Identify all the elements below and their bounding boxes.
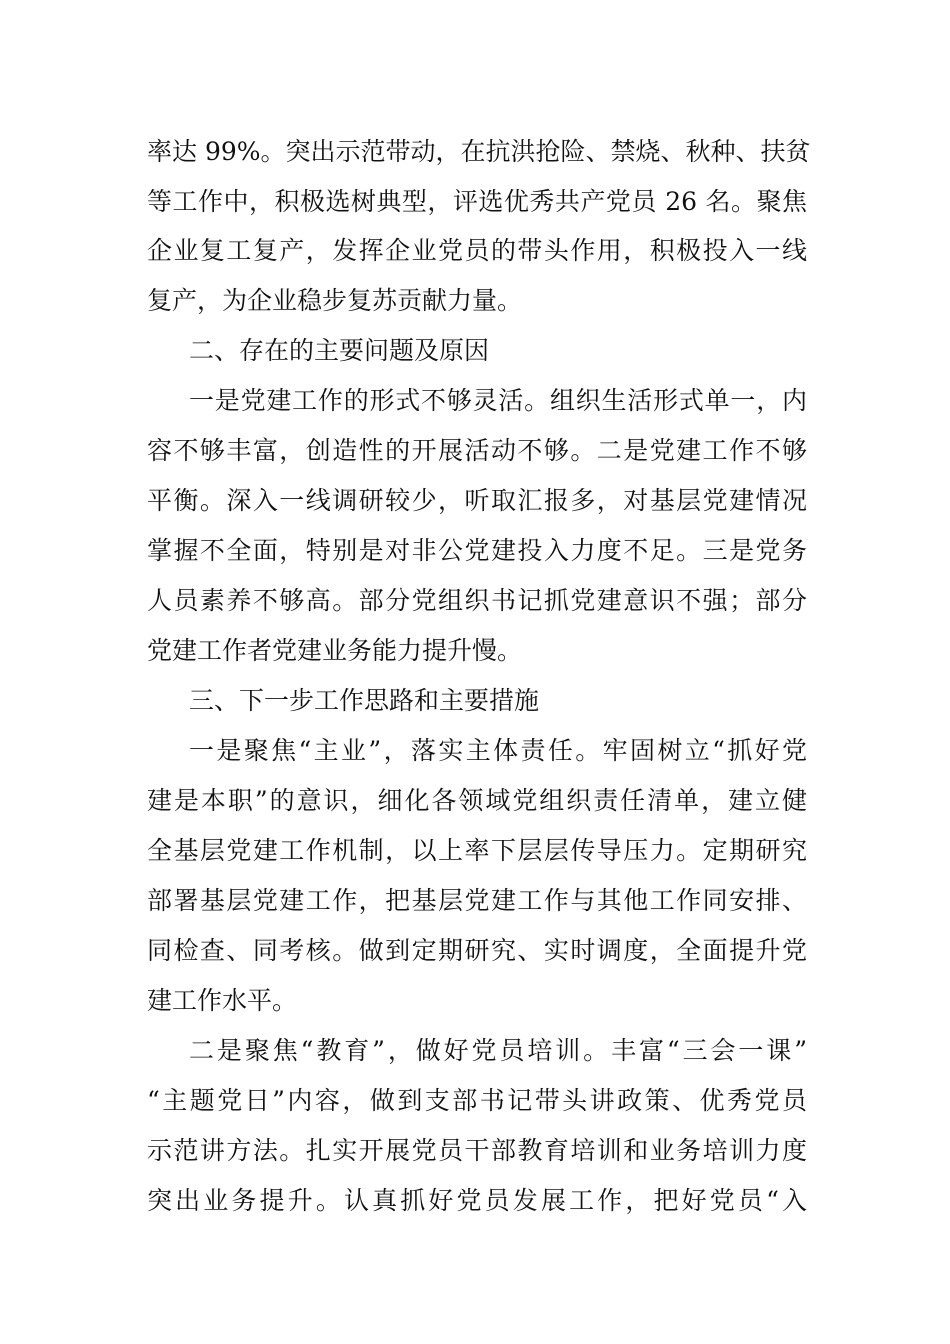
text-line: 平衡。深入一线调研较少，听取汇报多，对基层党建情况 (147, 486, 807, 515)
text-line: 一是党建工作的形式不够灵活。组织生活形式单一，内 (189, 386, 807, 415)
text-line: 复产，为企业稳步复苏贡献力量。 (147, 286, 523, 315)
text-line: 全基层党建工作机制，以上率下层层传导压力。定期研究 (147, 836, 807, 865)
text-line: 部署基层党建工作，把基层党建工作与其他工作同安排、 (147, 886, 807, 915)
text-line: 突出业务提升。认真抓好党员发展工作，把好党员“入 (147, 1186, 807, 1215)
section-heading: 三、下一步工作思路和主要措施 (189, 686, 540, 715)
text-line: “主题党日”内容，做到支部书记带头讲政策、优秀党员 (147, 1086, 807, 1115)
text-line: 掌握不全面，特别是对非公党建投入力度不足。三是党务 (147, 536, 807, 565)
section-heading: 二、存在的主要问题及原因 (189, 336, 490, 365)
text-line: 率达 99%。突出示范带动，在抗洪抢险、禁烧、秋种、扶贫 (147, 137, 811, 166)
text-line: 建是本职”的意识，细化各领域党组织责任清单，建立健 (147, 786, 807, 815)
text-line: 建工作水平。 (147, 986, 298, 1015)
text-line: 企业复工复产，发挥企业党员的带头作用，积极投入一线 (147, 236, 807, 265)
text-line: 党建工作者党建业务能力提升慢。 (147, 636, 523, 665)
text-line: 人员素养不够高。部分党组织书记抓党建意识不强；部分 (147, 586, 807, 615)
text-line: 示范讲方法。扎实开展党员干部教育培训和业务培训力度 (147, 1136, 807, 1165)
text-line: 一是聚焦“主业”，落实主体责任。牢固树立“抓好党 (189, 736, 807, 765)
text-line: 二是聚焦“教育”，做好党员培训。丰富“三会一课” (189, 1036, 807, 1065)
text-line: 等工作中，积极选树典型，评选优秀共产党员 26 名。聚焦 (147, 187, 807, 216)
text-line: 同检查、同考核。做到定期研究、实时调度，全面提升党 (147, 936, 807, 965)
text-line: 容不够丰富，创造性的开展活动不够。二是党建工作不够 (147, 436, 807, 465)
